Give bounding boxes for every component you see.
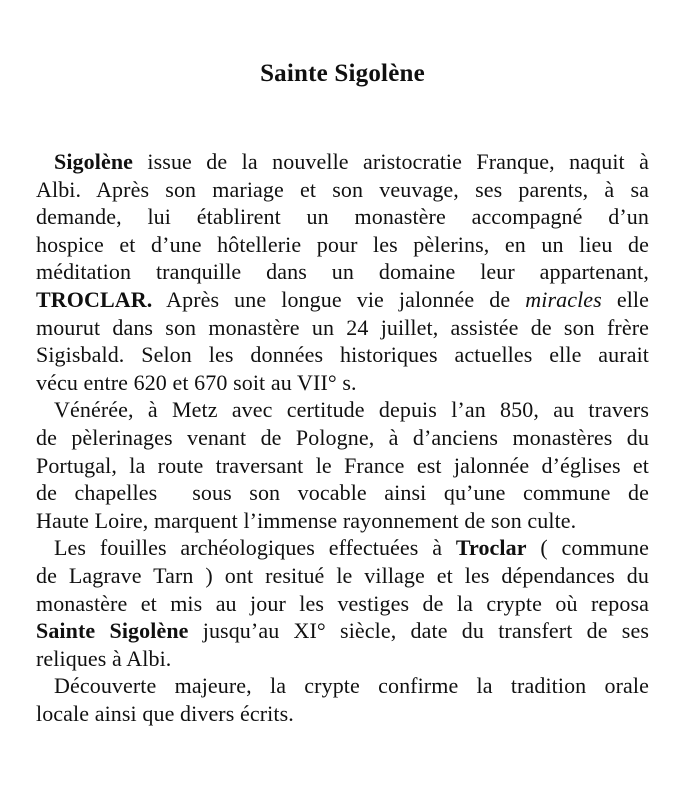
text-segment: vécu entre 620 et 670 soit au VII° s. [36,369,357,395]
text-line [36,148,649,176]
text-line [36,590,649,618]
text-line [36,369,649,397]
text-line [36,176,649,204]
text-line [36,534,649,562]
text-segment: reliques à Albi. [36,645,172,671]
text-line [36,396,649,424]
text-segment: Après une longue vie jalonnée de [152,286,526,312]
bold-text: Troclar [455,535,527,561]
text-line [36,452,649,480]
text-segment: mourut dans son monastère un 24 juillet, assistée de son frère [36,314,649,340]
text-segment: Albi. Après son mariage et son veuvage, ses parents, à sa [36,176,649,202]
text-segment: Portugal, la route traversant le France est jalonnée d’églises et [36,452,649,478]
text-segment: jusqu’au XI° siècle, date du transfert de ses [188,618,649,644]
text-line [36,617,649,645]
bold-text: Sainte Sigolène [36,618,189,644]
bold-text: TROCLAR. [36,286,153,312]
text-segment: monastère et mis au jour les vestiges de la crypte où reposa [36,590,649,616]
text-segment: Les fouilles archéologiques effectuées à [54,535,456,561]
bold-text: Sigolène [54,149,134,174]
text-line [36,286,649,314]
text-segment: Vénérée, à Metz avec certitude depuis l’an 850, au travers [54,397,649,423]
paragraph [36,534,649,672]
document-title: Sainte Sigolène [260,60,425,87]
text-segment: locale ainsi que divers écrits. [36,700,294,726]
paragraph [36,396,649,534]
italic-text: miracles [525,286,602,312]
text-segment: hospice et d’une hôtellerie pour les pèlerins, en un lieu de [36,231,649,257]
text-line [36,424,649,452]
text-segment: elle [601,286,649,312]
text-segment: de Lagrave Tarn ) ont resitué le village et les dépendances du [36,562,649,588]
text-line [36,479,649,507]
text-segment: de pèlerinages venant de Pologne, à d’anciens monastères du [36,424,649,450]
paragraph [36,672,649,727]
text-line [36,203,649,231]
paragraph [36,148,649,396]
text-segment: Découverte majeure, la crypte confirme la tradition orale [54,673,649,699]
text-line [36,314,649,342]
text-segment: Haute Loire, marquent l’immense rayonnement de son culte. [36,507,577,533]
document-body [36,148,649,727]
text-line [36,341,649,369]
text-segment: ( commune [526,535,649,561]
text-line [36,700,649,728]
text-line [36,507,649,535]
text-segment: méditation tranquille dans un domaine leur appartenant, [36,259,649,285]
text-line [36,562,649,590]
text-segment: issue de la nouvelle aristocratie Franque, naquit à [133,149,649,174]
text-line [36,672,649,700]
text-line [36,231,649,259]
text-segment: demande, lui établirent un monastère accompagné d’un [36,204,649,230]
text-line [36,645,649,673]
text-line [36,258,649,286]
text-segment: de chapelles sous son vocable ainsi qu’une commune de [36,480,649,506]
text-segment: Sigisbald. Selon les données historiques actuelles elle aurait [36,342,649,368]
